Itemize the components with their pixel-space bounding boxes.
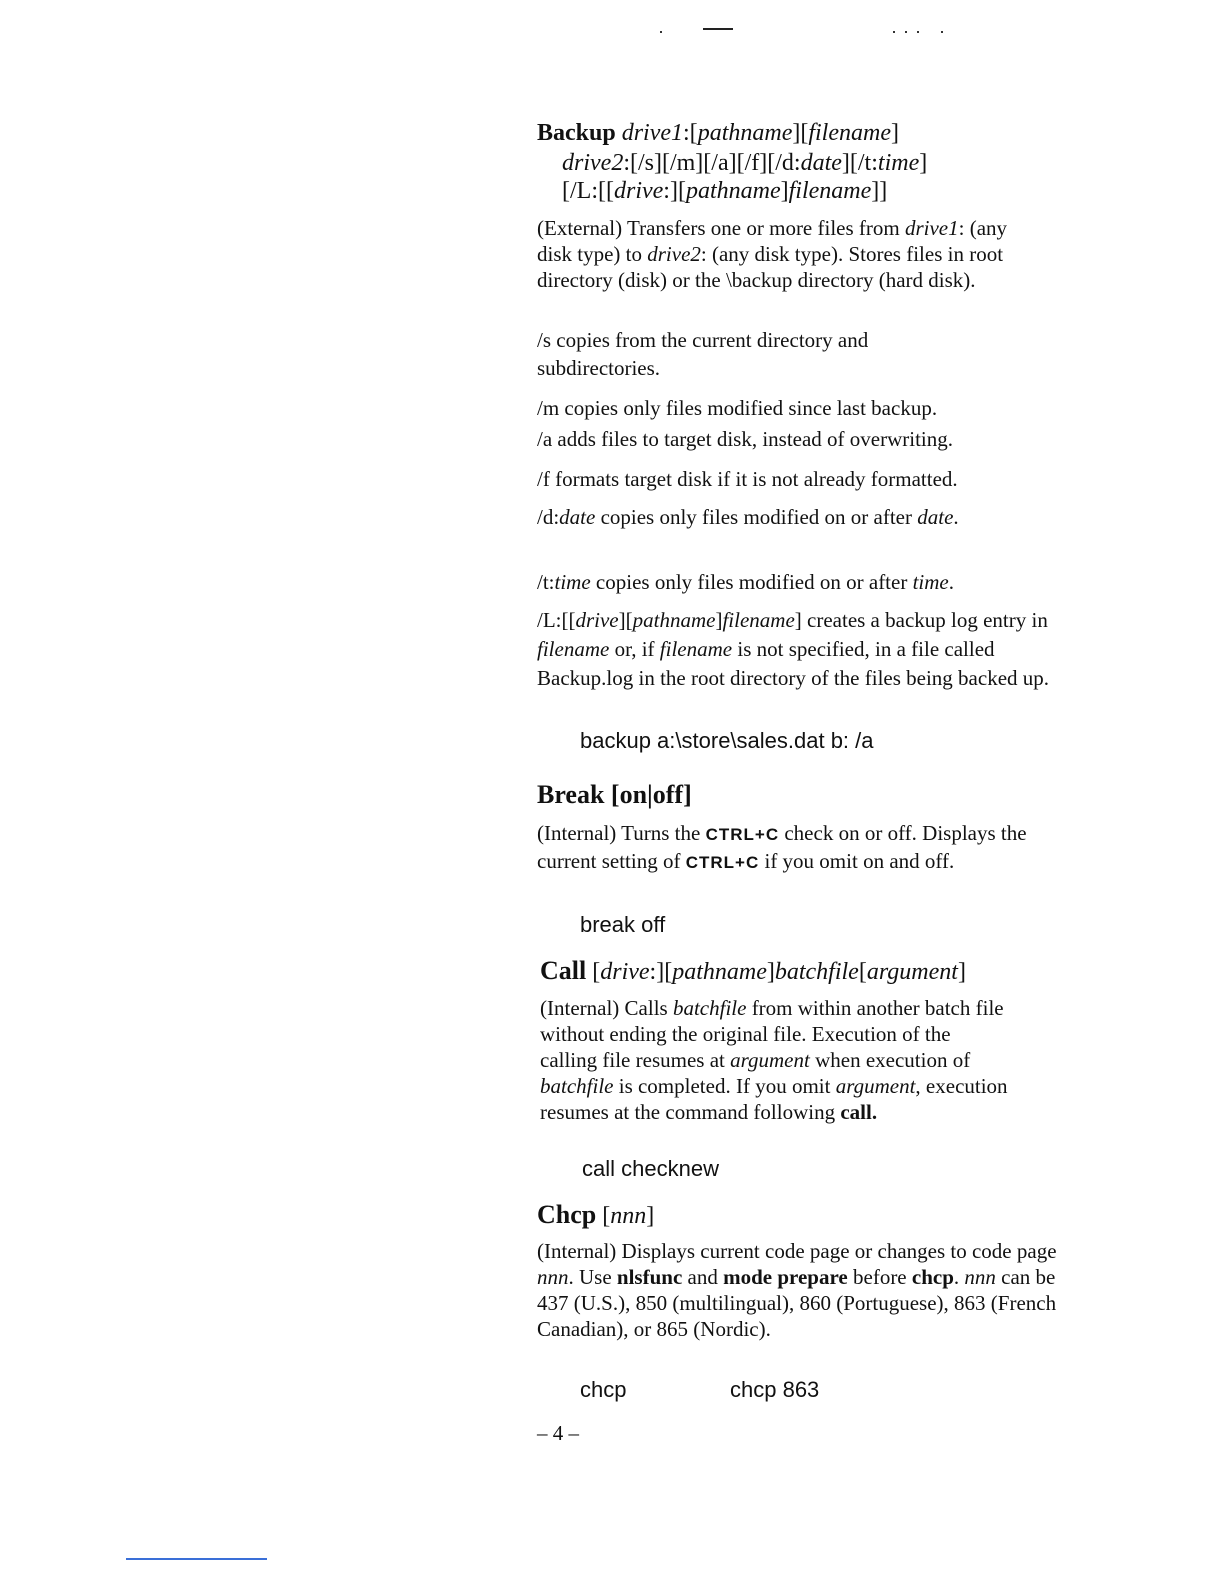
text-run: time <box>554 570 591 594</box>
backup-option-L <box>537 606 1057 693</box>
text-run: argument <box>866 959 958 985</box>
text-run: (Internal) Calls <box>540 996 673 1020</box>
text-run: ] <box>919 150 928 176</box>
text-run: ] <box>766 959 775 985</box>
chcp-command: Chcp <box>537 1200 597 1229</box>
text-run: ] <box>646 1203 655 1229</box>
text-run: :][ <box>649 959 673 985</box>
text-run: drive2 <box>647 242 701 266</box>
text-run: ] <box>715 608 723 632</box>
text-run: filename <box>808 120 891 146</box>
text-run: drive <box>600 959 650 985</box>
text-run: call. <box>840 1100 878 1124</box>
text-run: is not specified, in a file called Backup.log in the root directory of the files being backed up. <box>537 637 1050 690</box>
break-description <box>537 820 1037 876</box>
scan-edge-line <box>126 1558 267 1560</box>
text-run: pathname <box>632 608 716 632</box>
text-run: , execution resumes at the command following <box>540 1074 1008 1124</box>
text-run: CTRL+C <box>685 853 760 872</box>
text-run: before <box>847 1265 912 1289</box>
scan-mark <box>703 28 733 30</box>
text-run: ][ <box>792 120 809 146</box>
text-run: nnn <box>610 1203 647 1229</box>
text-run: ] <box>957 959 966 985</box>
call-syntax-args <box>586 959 966 985</box>
text-run: if you omit on and off. <box>759 849 955 873</box>
text-run: from within another batch file without ending the original file. Execution of the calling file resumes at <box>540 996 1004 1072</box>
text-run: drive <box>613 178 664 204</box>
text-run: drive1 <box>621 120 684 146</box>
text-run: (Internal) Displays current code page or changes to code page <box>537 1239 1057 1263</box>
text-run: :[/s][/m][/a][/f][/d: <box>623 150 801 176</box>
text-run: ][ <box>618 608 633 632</box>
text-run: drive1 <box>904 216 959 240</box>
text-run: nnn <box>964 1265 996 1289</box>
backup-option-d <box>537 503 1007 531</box>
text-run: . <box>948 570 954 594</box>
text-run: drive <box>575 608 619 632</box>
text-run: date <box>917 505 954 529</box>
page-number: – 4 – <box>537 1421 579 1445</box>
text-run: ] creates a backup log entry in <box>794 608 1048 632</box>
text-run: batchfile <box>672 996 747 1020</box>
backup-option-t <box>537 568 954 596</box>
text-run: pathname <box>697 120 793 146</box>
chcp-syntax-args <box>596 1203 654 1229</box>
text-run: or, if <box>609 637 660 661</box>
text-run: ][/t: <box>841 150 878 176</box>
text-run: chcp <box>911 1265 954 1289</box>
text-run: (External) Transfers one or more files from <box>537 216 905 240</box>
text-run: : (any disk type) to <box>537 216 1008 266</box>
text-run: argument <box>730 1048 810 1072</box>
text-run: filename <box>788 178 872 204</box>
text-run: when execution of <box>809 1048 971 1072</box>
text-run: :][ <box>663 178 686 204</box>
chcp-syntax <box>537 1200 654 1231</box>
text-run: nlsfunc <box>616 1265 683 1289</box>
text-run: pathname <box>672 959 767 985</box>
backup-description <box>537 215 1047 293</box>
backup-option-m: /m copies only files modified since last backup. <box>537 396 938 420</box>
text-run: date <box>559 505 596 529</box>
backup-option-f: /f formats target disk if it is not already formatted. <box>537 467 958 491</box>
text-run: mode prepare <box>723 1265 848 1289</box>
text-run: filename <box>722 608 795 632</box>
text-run: filename <box>659 637 733 661</box>
backup-syntax-line-2 <box>562 148 927 178</box>
text-run: batchfile <box>540 1074 614 1098</box>
text-run: ] <box>890 120 899 146</box>
text-run: filename <box>537 637 610 661</box>
text-run: time <box>877 150 920 176</box>
text-run: :[ <box>683 120 698 146</box>
call-example: call checknew <box>582 1156 719 1181</box>
call-syntax <box>540 956 966 987</box>
text-run: /d: <box>537 505 560 529</box>
text-run: nnn <box>537 1265 569 1289</box>
chcp-example-2: chcp 863 <box>730 1377 820 1402</box>
text-run: is completed. If you omit <box>613 1074 836 1098</box>
backup-command: Backup <box>537 120 616 146</box>
backup-option-s: /s copies from the current directory and subdirectories. <box>537 328 869 380</box>
text-run: drive2 <box>562 150 624 176</box>
text-run: and <box>682 1265 724 1289</box>
scan-dot <box>941 31 943 33</box>
backup-example: backup a:\store\sales.dat b: /a <box>580 728 874 753</box>
backup-syntax-line-3 <box>562 176 887 206</box>
text-run: pathname <box>685 178 781 204</box>
call-description <box>540 995 1010 1125</box>
text-run: argument <box>835 1074 916 1098</box>
call-command: Call <box>540 956 587 985</box>
text-run: copies only files modified on or after <box>595 505 918 529</box>
text-run: copies only files modified on or after <box>590 570 913 594</box>
text-run: [/L:[[ <box>562 178 614 204</box>
scan-dot <box>917 31 919 33</box>
text-run: . Use <box>568 1265 617 1289</box>
text-run: [ <box>586 959 601 985</box>
text-run: CTRL+C <box>705 825 780 844</box>
text-run: . <box>953 1265 965 1289</box>
chcp-example-1: chcp <box>580 1377 627 1402</box>
text-run: check on or off. Displays the current setting of <box>537 821 1027 873</box>
backup-option-a: /a adds files to target disk, instead of overwriting. <box>537 427 954 451</box>
break-example: break off <box>580 912 666 937</box>
text-run: . <box>953 505 959 529</box>
backup-syntax-line-1 <box>537 118 899 148</box>
scan-dot <box>893 31 895 33</box>
scan-dot <box>905 31 907 33</box>
text-run: (Internal) Turns the <box>537 821 706 845</box>
text-run: /t: <box>537 570 555 594</box>
text-run: [ <box>596 1203 611 1229</box>
text-run: time <box>912 570 949 594</box>
text-run: ]] <box>871 178 888 204</box>
text-run: batchfile <box>774 959 859 985</box>
text-run: [ <box>858 959 867 985</box>
break-heading: Break [on|off] <box>537 780 692 809</box>
text-run: can be 437 (U.S.), 850 (multilingual), 860 (Portuguese), 863 (French Canadian), or 865 (Nordic). <box>537 1265 1057 1341</box>
text-run: : (any disk type). Stores files in root directory (disk) or the \backup directory (hard disk). <box>537 242 1004 292</box>
scan-dot <box>660 31 662 33</box>
text-run: /L:[[ <box>537 608 576 632</box>
backup-syntax-args <box>616 120 899 146</box>
chcp-description <box>537 1238 1057 1342</box>
text-run: date <box>800 150 842 176</box>
text-run: ] <box>780 178 789 204</box>
